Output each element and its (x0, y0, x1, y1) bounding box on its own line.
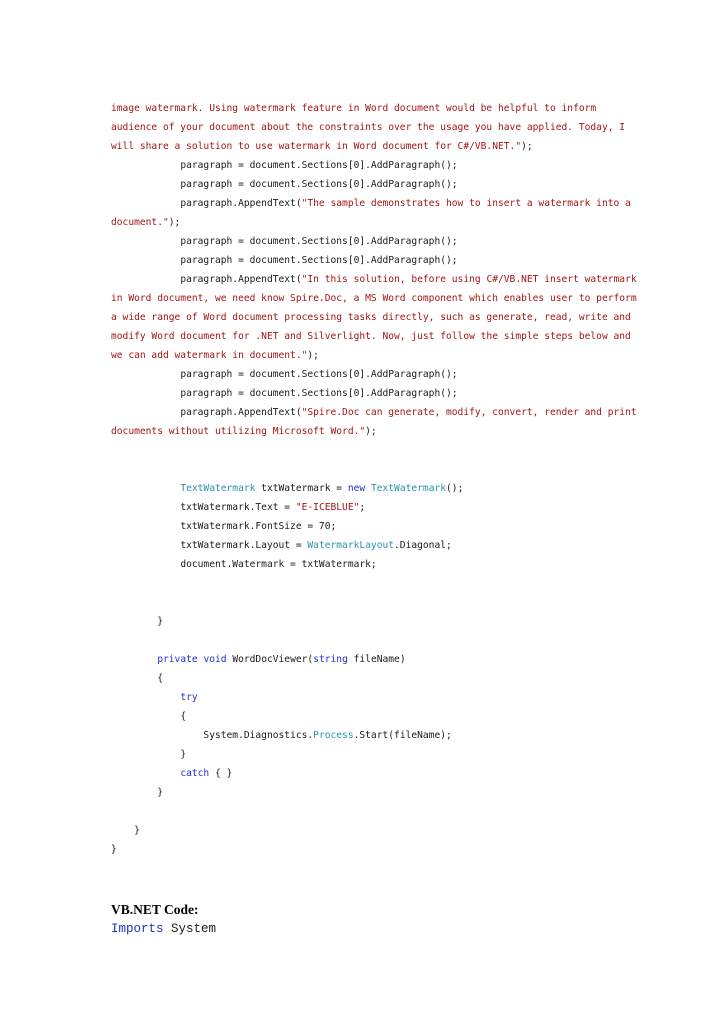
code-token: txtWatermark = (255, 483, 348, 494)
imports-namespace: System (171, 922, 217, 936)
code-token: ); (365, 426, 377, 437)
code-token: catch (180, 768, 210, 779)
code-line (111, 121, 625, 135)
code-token: "The sample demonstrates how to insert a watermark into a (301, 198, 631, 209)
code-token: .Diagonal; (394, 540, 452, 551)
code-line (111, 387, 458, 401)
code-line (111, 425, 377, 439)
code-line (111, 558, 377, 572)
vbnet-code-heading: VB.NET Code: (111, 902, 199, 917)
code-token: fileName) (347, 654, 406, 665)
code-line (111, 615, 163, 629)
code-token: (); (446, 483, 464, 494)
code-token: WordDocViewer( (226, 654, 314, 665)
vbnet-imports-line (111, 921, 216, 937)
code-token: will share a solution to use watermark in Word document for C#/VB.NET." (111, 141, 522, 152)
code-token: { } (209, 768, 233, 779)
code-token: } (180, 749, 187, 760)
code-token: image watermark. Using watermark feature in Word document would be helpful to inform (111, 103, 597, 114)
code-line (111, 501, 365, 515)
code-token: paragraph.AppendText( (180, 198, 302, 209)
code-line (111, 729, 452, 743)
code-token: paragraph = document.Sections[0].AddParagraph(); (180, 255, 458, 266)
code-line (111, 292, 637, 306)
code-token: we can add watermark in document." (111, 350, 308, 361)
code-token: string (313, 654, 348, 665)
code-line (111, 330, 631, 344)
code-token: paragraph = document.Sections[0].AddParagraph(); (180, 160, 458, 171)
code-token: audience of your document about the constraints over the usage you have applied. Today, I (111, 122, 626, 133)
code-line (111, 653, 406, 667)
code-token: paragraph = document.Sections[0].AddParagraph(); (180, 179, 458, 190)
code-token: try (180, 692, 198, 703)
code-token: document." (111, 217, 169, 228)
code-token: "In this solution, before using C#/VB.NET insert watermark (301, 274, 637, 285)
code-token: document.Watermark = txtWatermark; (180, 559, 377, 570)
code-line (111, 672, 163, 686)
code-token: paragraph = document.Sections[0].AddParagraph(); (180, 369, 458, 380)
code-token: WatermarkLayout (307, 540, 395, 551)
code-token: "Spire.Doc can generate, modify, convert, render and print (301, 407, 637, 418)
code-token: documents without utilizing Microsoft Word." (111, 426, 366, 437)
code-line (111, 843, 117, 857)
imports-keyword: Imports (111, 922, 164, 936)
code-token: "E-ICEBLUE" (295, 502, 360, 513)
code-line (111, 786, 163, 800)
code-line (111, 140, 533, 154)
code-token: paragraph.AppendText( (180, 407, 302, 418)
code-token: } (157, 787, 163, 798)
code-line (111, 235, 458, 249)
code-token: System.Diagnostics. (203, 730, 314, 741)
code-line (111, 311, 631, 325)
code-token: txtWatermark.Text = (180, 502, 296, 513)
code-line (111, 767, 232, 781)
code-token: TextWatermark (370, 483, 447, 494)
code-token: .Start(fileName); (353, 730, 452, 741)
code-line (111, 710, 186, 724)
code-token: ); (168, 217, 181, 228)
code-token: paragraph = document.Sections[0].AddParagraph(); (180, 388, 458, 399)
code-line (111, 178, 458, 192)
code-line (111, 254, 458, 268)
code-line (111, 273, 637, 287)
code-token: ); (521, 141, 533, 152)
code-token: paragraph.AppendText( (180, 274, 302, 285)
code-token: txtWatermark.FontSize = 70; (180, 521, 337, 532)
code-line (111, 691, 198, 705)
code-line (111, 539, 452, 553)
code-token: } (134, 825, 140, 836)
code-token: Process (313, 730, 354, 741)
code-token: { (157, 673, 163, 684)
code-token: void (203, 654, 227, 665)
code-line (111, 349, 319, 363)
code-token: ; (359, 502, 366, 513)
code-line (111, 197, 631, 211)
code-token: modify Word document for .NET and Silverlight. Now, just follow the simple steps below and (111, 331, 631, 342)
code-token: TextWatermark (180, 483, 256, 494)
code-token: ); (307, 350, 319, 361)
code-line (111, 824, 140, 838)
code-line (111, 159, 458, 173)
code-token: in Word document, we need know Spire.Doc, a MS Word component which enables user to perform (111, 293, 637, 304)
code-token: paragraph = document.Sections[0].AddParagraph(); (180, 236, 458, 247)
code-line (111, 482, 463, 496)
code-token: new (347, 483, 366, 494)
code-token: { (180, 711, 187, 722)
code-token: a wide range of Word document processing tasks directly, such as generate, read, write and (111, 312, 631, 323)
code-token: txtWatermark.Layout = (180, 540, 308, 551)
code-token: } (157, 616, 163, 627)
code-line (111, 748, 186, 762)
code-line (111, 102, 596, 116)
code-line (111, 520, 336, 534)
code-token: } (111, 844, 117, 855)
code-line (111, 406, 637, 420)
code-token: private (157, 654, 198, 665)
code-line (111, 368, 458, 382)
code-line (111, 216, 180, 230)
